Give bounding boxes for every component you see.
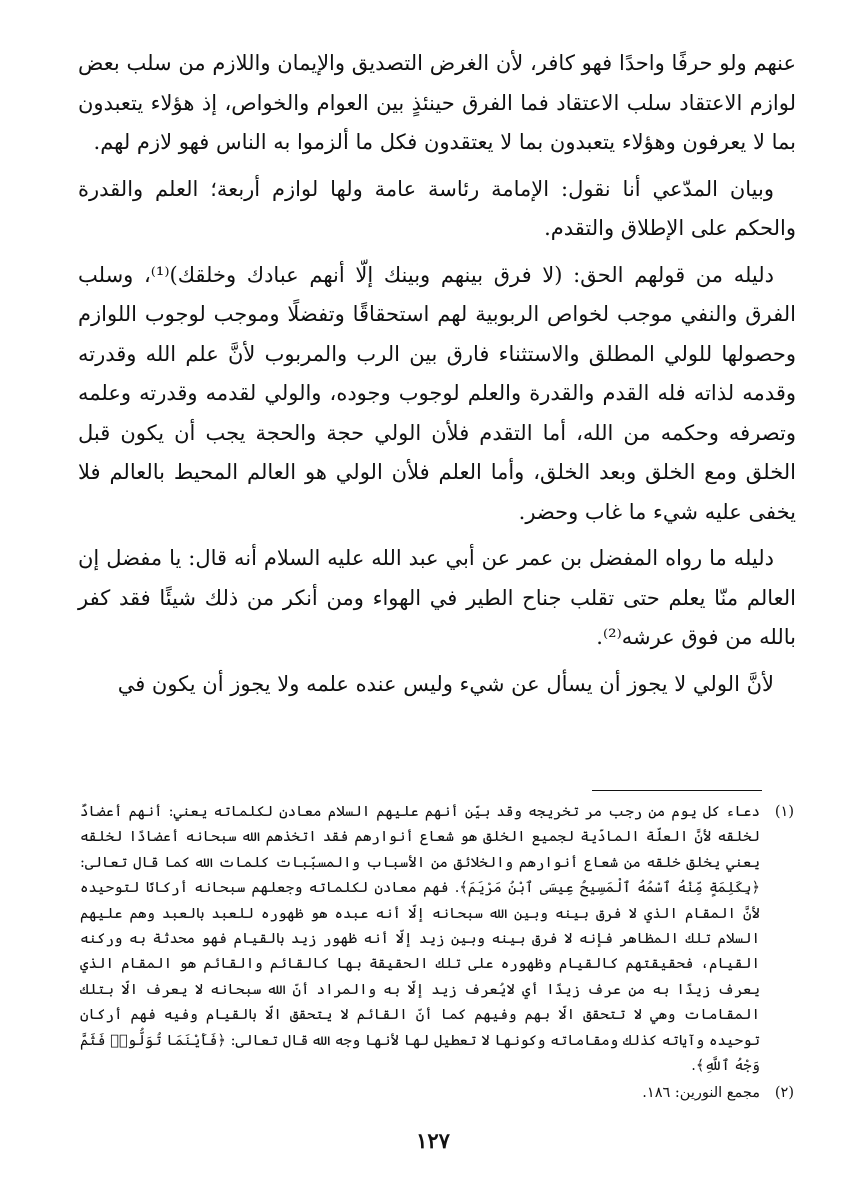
paragraph-3: دليله من قولهم الحق: (لا فرق بينهم وبينك إلّا أنهم عبادك وخلقك)⁽¹⁾، وسلب الفرق والنفي موجب لخواص الربوبية لهم استحقاقًا وتفضلًا وموجب لوجوب اللوازم وحصولها للولي المطلق والاستثناء فارق بين الرب والمربوب لأنَّ علم الله وقدرته وقدمه لذاته فله القدم والقدرة والعلم لوجوب وجوده، والولي لقدمه وقدرته وعلمه وتصرفه وحكمه من الله، أما التقدم فلأن الولي حجة والحجة يجب أن يكون قبل الخلق ومع الخلق وبعد الخلق، وأما العلم فلأن الولي هو العالم المحيط بالعالم فلا يخفى عليه شيء ما غاب وحضر. [78, 262, 796, 524]
footnotes [80, 800, 794, 1107]
footnote-2 [80, 1081, 794, 1106]
footnote-number: (١) [774, 804, 794, 820]
paragraph-4: دليله ما رواه المفضل بن عمر عن أبي عبد الله عليه السلام أنه قال: يا مفضل إن العالم منّا يعلم حتى تقلب جناح الطير في الهواء ومن أنكر من ذلك شيئًا فقد كفر بالله من فوق عرشه⁽²⁾. [78, 546, 796, 649]
footnote-1 [80, 800, 794, 1079]
paragraph-2: وبيان المدّعي أنا نقول: الإمامة رئاسة عامة ولها لوازم أربعة؛ العلم والقدرة والحكم على الإطلاق والتقدم. [78, 176, 796, 240]
footnote-separator [592, 790, 762, 791]
footnote-text: دعاء كل يوم من رجب مر تخريجه وقد بيّن أنهم عليهم السلام معادن لكلماته يعني: أنهم أعضادٌ لخلقه لأنَّ العلّة المادّية لجميع الخلق هو شعاع أنوارهم فقد اتخذهم الله سبحانه أعضادًا لخلقه يعني يخلق خلقه من شعاع أنوارهم والخلائق من الأسباب والمسبّبات كلمات الله كما قال تعالى: ﴿بِكَلِمَةٍ مِّنْهُ ٱسْمُهُ ٱلْمَسِيحُ عِيسَى ٱبْنُ مَرْيَمَ﴾. فهم معادن لكلماته وجعلهم سبحانه أركانًا لتوحيده لأنَّ المقام الذي لا فرق بينه وبين الله سبحانه إلّا أنه عبده هو ظهوره للعبد بالعبد وهم عليهم السلام تلك المظاهر فإنه لا فرق بينه وبين زيد إلّا أنه ظهور زيد بالقيام فهو محدثة به وركنه القيام، فحقيقتهم كالقيام وظهوره على تلك الحقيقة بها كالقائم والقائم هو المقام الذي يعرف زيدًا به من عرف زيدًا أي لايُعرف زيد إلّا به والمراد أنّ الله سبحانه لا يعرف الّا بتلك المقامات وهي لا تتحقق الّا بهم وفيهم كما أنّ القائم لا يتحقق الّا بالقيام وفيه فهم أركان توحيده وآياته كذلك ومقاماته وكونها لا تعطيل لها لأنها وجه الله قال تعالى: ﴿فَأَيْنَمَا تُوَلُّوا۟ فَثَمَّ وَجْهُ ٱللَّهِ﴾. [80, 804, 760, 1075]
paragraph-5: لأنَّ الولي لا يجوز أن يسأل عن شيء وليس عنده علمه ولا يجوز أن يكون في [117, 671, 774, 696]
footnote-number: (٢) [774, 1085, 794, 1102]
page-number: ١٢٧ [416, 1128, 450, 1153]
paragraph-1: عنهم ولو حرفًا واحدًا فهو كافر، لأن الغرض التصديق والإيمان واللازم من سلب بعض لوازم الاعتقاد سلب الاعتقاد فما الفرق حينئذٍ بين العوام والخواص، إذ هؤلاء يتعبدون بما لا يعرفون وهؤلاء يتعبدون بما لا يعتقدون فكل ما ألزموا به الناس فهو لازم لهم. [78, 51, 796, 154]
main-text [78, 44, 796, 704]
footnote-text: مجمع النورين: ١٨٦. [642, 1085, 760, 1102]
